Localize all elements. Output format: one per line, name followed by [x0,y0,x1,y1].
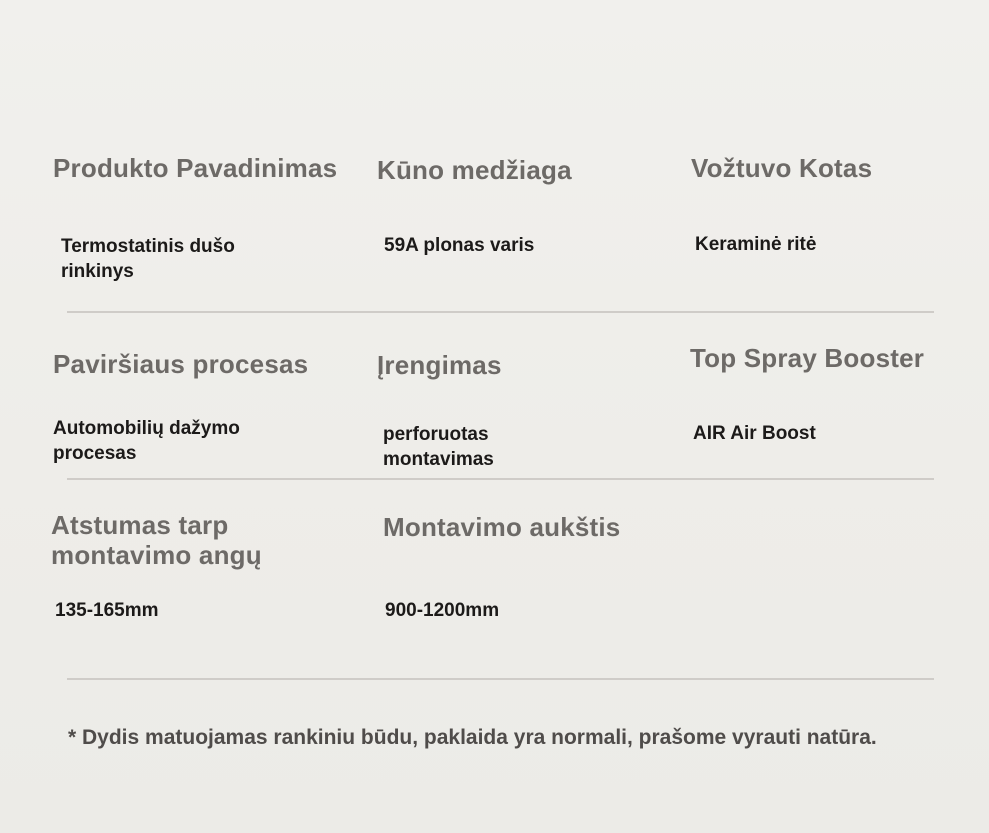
spec-value-top-spray-booster: AIR Air Boost [693,423,816,444]
spec-value-surface-process: Automobilių dažymo procesas [53,418,240,464]
row-divider [67,478,934,480]
spec-label-body-material: Kūno medžiaga [377,155,572,185]
spec-label-surface-process: Paviršiaus procesas [53,349,309,379]
spec-label-valve-stem: Vožtuvo Kotas [691,153,873,183]
spec-value-valve-stem: Keraminė ritė [695,234,817,255]
spec-label-installation: Įrengimas [377,350,502,380]
spec-label-hole-distance: Atstumas tarp montavimo angų [51,510,262,570]
spec-value-body-material: 59A plonas varis [384,235,535,256]
measurement-note: * Dydis matuojamas rankiniu būdu, paklaida yra normali, prašome vyrauti natūra. [68,726,877,749]
spec-label-product-name: Produkto Pavadinimas [53,153,338,183]
spec-value-hole-distance: 135-165mm [55,600,159,621]
spec-value-installation: perforuotas montavimas [383,424,494,470]
row-divider [67,678,934,680]
spec-value-mounting-height: 900-1200mm [385,600,500,621]
row-divider [67,311,934,313]
spec-label-top-spray-booster: Top Spray Booster [690,343,925,373]
spec-value-product-name: Termostatinis dušo rinkinys [61,236,235,282]
spec-label-mounting-height: Montavimo aukštis [383,512,621,542]
